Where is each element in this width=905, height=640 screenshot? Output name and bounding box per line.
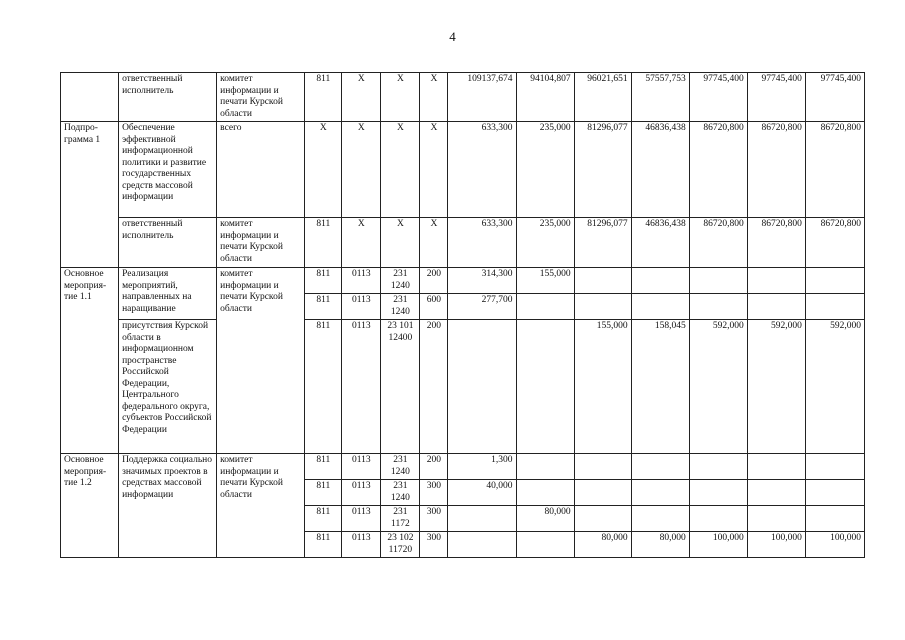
budget-table [60,72,865,558]
table-cell: 81296,077 [574,122,631,218]
table-cell: 94104,807 [516,73,574,122]
table-cell: 46836,438 [631,122,689,218]
table-cell: 811 [305,454,342,480]
table-cell: Основное мероприя-тие 1.1 [61,268,119,454]
table-cell: 86720,800 [747,122,805,218]
table-cell: 314,300 [448,268,516,294]
table-cell: 100,000 [689,532,747,558]
table-cell: X [420,122,448,218]
table-cell: Подпро-грамма 1 [61,122,119,268]
table-cell [574,454,631,480]
table-cell: 155,000 [516,268,574,294]
table-cell [516,320,574,454]
table-cell: ответственный исполнитель [119,73,217,122]
table-cell [805,506,864,532]
page-number: 4 [449,29,456,44]
table-cell: 592,000 [747,320,805,454]
table-cell: 300 [420,506,448,532]
table-cell: 0113 [342,294,381,320]
table-cell: 0113 [342,532,381,558]
table-cell: Поддержка социально значимых проектов в средствах массовой информации [119,454,217,558]
table-cell: комитет информации и печати Курской области [217,73,305,122]
table-cell: Обеспечение эффективной информационной политики и развитие государственных средств массовой информации [119,122,217,218]
table-row [61,268,865,294]
table-cell: X [342,218,381,268]
table-cell: 0113 [342,480,381,506]
table-cell: присутствия Курской области в информационном пространстве Российской Федерации, Центрального федерального округа, субъектов Российской Федерации [119,320,217,454]
table-cell: 235,000 [516,218,574,268]
table-row [61,73,865,122]
table-cell: 231 1240 [381,268,420,294]
table-cell [574,294,631,320]
table-cell: 100,000 [747,532,805,558]
table-cell [631,268,689,294]
table-cell: 80,000 [516,506,574,532]
table-cell: 811 [305,73,342,122]
table-cell [448,532,516,558]
table-cell: всего [217,122,305,218]
table-cell: 97745,400 [689,73,747,122]
table-cell: комитет информации и печати Курской области [217,218,305,268]
table-row [61,122,865,218]
table-cell: 86720,800 [689,218,747,268]
table-cell: 277,700 [448,294,516,320]
table-cell [631,454,689,480]
table-cell: 81296,077 [574,218,631,268]
table-row [61,218,865,268]
table-cell: 23 101 12400 [381,320,420,454]
table-cell: 811 [305,532,342,558]
table-cell: 1,300 [448,454,516,480]
table-cell [574,480,631,506]
table-cell: комитет информации и печати Курской области [217,268,305,454]
table-cell: X [381,218,420,268]
table-cell [516,294,574,320]
table-cell: X [420,73,448,122]
table-cell: 811 [305,268,342,294]
table-cell: 231 1172 [381,506,420,532]
table-cell [805,268,864,294]
table-cell: 633,300 [448,218,516,268]
table-cell: 100,000 [805,532,864,558]
table-cell: 592,000 [689,320,747,454]
table-cell [805,480,864,506]
table-cell: 46836,438 [631,218,689,268]
table-cell [689,268,747,294]
table-cell: ответственный исполнитель [119,218,217,268]
table-cell [574,268,631,294]
table-cell: 811 [305,294,342,320]
table-cell: X [420,218,448,268]
table-cell: 80,000 [631,532,689,558]
table-cell: 0113 [342,268,381,294]
table-cell: 300 [420,532,448,558]
table-cell: 96021,651 [574,73,631,122]
table-cell: X [381,73,420,122]
table-cell: 231 1240 [381,454,420,480]
table-cell [516,454,574,480]
table-cell [689,480,747,506]
table-cell [805,454,864,480]
table-cell: 811 [305,480,342,506]
table-cell [448,506,516,532]
table-cell: 23 102 11720 [381,532,420,558]
table-cell: 592,000 [805,320,864,454]
table-cell: 235,000 [516,122,574,218]
table-cell [805,294,864,320]
table-cell: 86720,800 [805,122,864,218]
table-cell: 811 [305,320,342,454]
table-cell: X [342,73,381,122]
table-cell: 633,300 [448,122,516,218]
table-cell: 300 [420,480,448,506]
table-cell [747,480,805,506]
table-cell: 80,000 [574,532,631,558]
table-cell: 600 [420,294,448,320]
table-cell: 200 [420,268,448,294]
table-cell: комитет информации и печати Курской области [217,454,305,558]
table-cell: X [305,122,342,218]
table-cell [574,506,631,532]
table-cell: 0113 [342,506,381,532]
table-cell: 40,000 [448,480,516,506]
table-row [61,320,865,454]
table-cell: 97745,400 [805,73,864,122]
table-cell [631,506,689,532]
table-cell: 86720,800 [747,218,805,268]
table-cell: 97745,400 [747,73,805,122]
table-cell: 158,045 [631,320,689,454]
table-cell [689,294,747,320]
table-cell: 0113 [342,320,381,454]
table-cell [747,294,805,320]
table-cell [747,506,805,532]
table-cell: Основное мероприя-тие 1.2 [61,454,119,558]
table-cell: 200 [420,320,448,454]
table-cell [631,480,689,506]
table-cell [689,506,747,532]
table-cell: 0113 [342,454,381,480]
table-cell: 86720,800 [689,122,747,218]
table-cell: 231 1240 [381,480,420,506]
table-cell [516,532,574,558]
table-cell: X [381,122,420,218]
table-cell [61,73,119,122]
table-cell: 86720,800 [805,218,864,268]
table-cell [689,454,747,480]
table-cell [747,454,805,480]
table-cell: 811 [305,506,342,532]
table-row [61,454,865,480]
table-cell: 200 [420,454,448,480]
table-cell: 811 [305,218,342,268]
table-cell: 109137,674 [448,73,516,122]
table-cell [631,294,689,320]
table-cell [516,480,574,506]
table-cell: Реализация мероприятий, направленных на наращивание [119,268,217,320]
table-cell [747,268,805,294]
table-cell: 231 1240 [381,294,420,320]
table-cell: X [342,122,381,218]
table-cell: 155,000 [574,320,631,454]
table-cell [448,320,516,454]
table-cell: 57557,753 [631,73,689,122]
